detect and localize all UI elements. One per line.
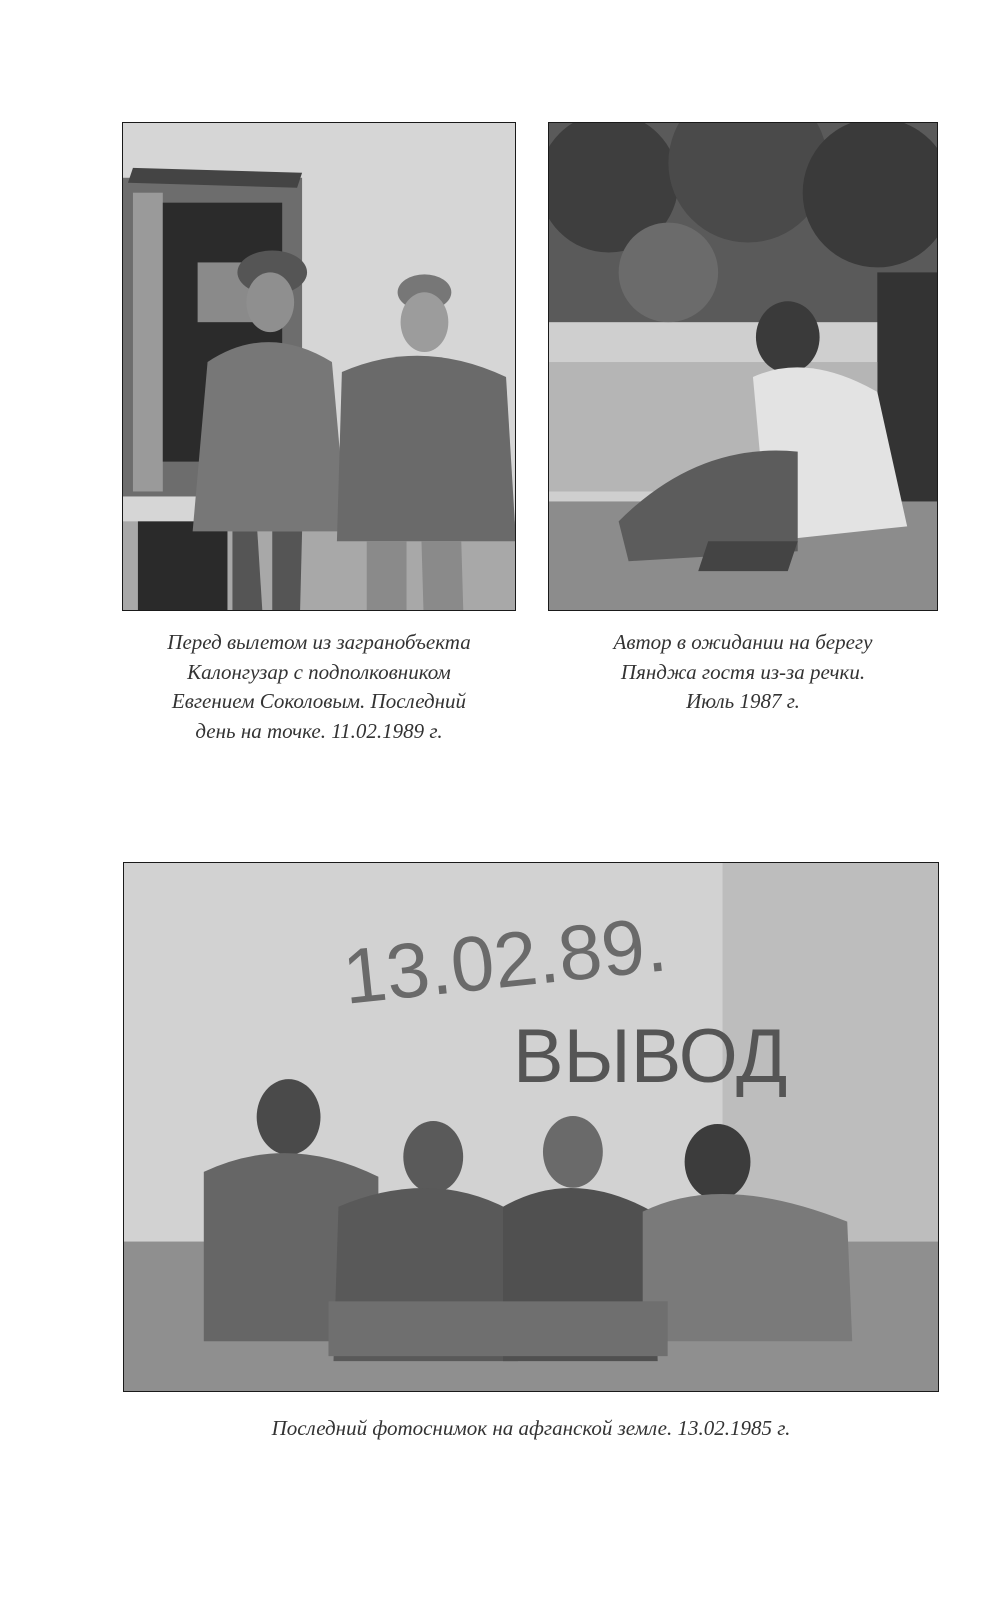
photo-officers-image [123,123,515,610]
caption-line: Евгением Соколовым. Последний [171,689,467,713]
caption-photo-2 [548,628,938,717]
caption-line: день на точке. 11.02.1989 г. [195,718,443,743]
caption-line: Последний фотоснимок на афганской земле. 13.02.1985 г. [271,1416,791,1440]
caption-line: Июль 1987 г. [686,689,800,713]
caption-photo-1 [122,628,516,746]
photo-soldiers-image [124,863,938,1391]
photo-soldiers-group [123,862,939,1392]
caption-line: Пянджа гостя из-за речки. [620,659,866,684]
photo-author-on-riverbank [548,122,938,611]
photo-officers-before-departure [122,122,516,611]
caption-line: Автор в ожидании на берегу [613,630,873,654]
wall-inscription-date: 13.02.89. [338,901,671,1021]
caption-line: Перед вылетом из загранобъекта [167,630,471,654]
caption-photo-3 [123,1414,939,1444]
caption-line: Калонгузар с подполковником [187,659,451,684]
photo-author-image [549,123,937,610]
wall-inscription-word: ВЫВОД [513,1014,788,1100]
